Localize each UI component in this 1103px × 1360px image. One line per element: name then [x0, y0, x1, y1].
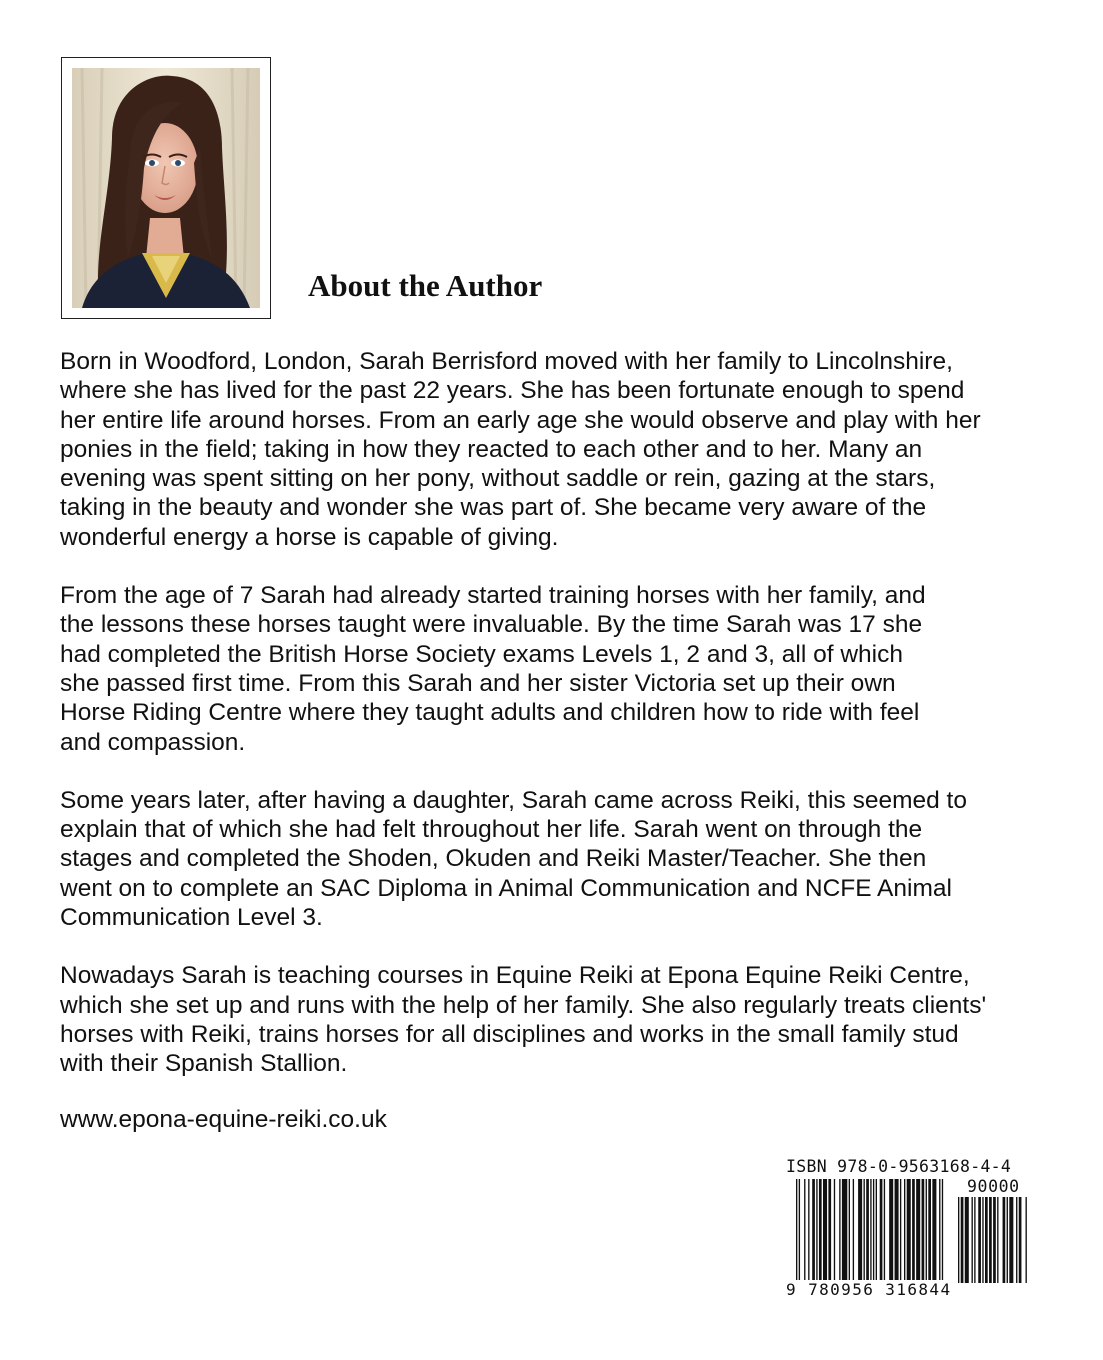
barcode-bar [839, 1179, 840, 1281]
author-photo [72, 68, 260, 308]
barcode-bar [884, 1179, 885, 1281]
barcode-bar [961, 1197, 964, 1283]
barcode-bar [958, 1197, 959, 1283]
barcode-bar [842, 1179, 847, 1281]
barcode-bar [1016, 1197, 1017, 1283]
barcode-bar [870, 1179, 871, 1281]
bio-paragraph: From the age of 7 Sarah had already started training horses with her family, and the lessons these horses taught were invaluable. By the time Sarah was 17 she had completed the British Horse Society exams Levels 1, 2 and 3, all of which she passed first time. From this Sarah and her sister Victoria set up their own Horse Riding Centre where they taught adults and children how to ride with feel and compassion. [60, 582, 926, 756]
barcode-bar [942, 1179, 943, 1281]
barcode-bar [828, 1179, 831, 1281]
barcode-bar [834, 1179, 835, 1281]
barcode-bar [895, 1179, 899, 1281]
website-url: www.epona-equine-reiki.co.uk [60, 1106, 387, 1133]
barcode-bar [907, 1179, 911, 1281]
barcode-bar [904, 1179, 905, 1281]
barcode-bar [864, 1179, 865, 1281]
barcode-bar [1009, 1197, 1013, 1283]
barcode-bar [989, 1197, 992, 1283]
bio-paragraph: Some years later, after having a daughter, Sarah came across Reiki, this seemed to explain that of which she had felt throughout her life. Sarah went on through the stages and completed the Shoden, Okuden and Reiki Master/Teacher. She then went on to complete an SAC Diploma in Animal Communication and NCFE Animal Communication Level 3. [60, 786, 967, 932]
barcode-bar [799, 1179, 800, 1291]
barcode-bar [993, 1197, 996, 1283]
barcode-bar [849, 1179, 850, 1281]
barcode-bar [916, 1179, 920, 1291]
barcode-bar [796, 1179, 797, 1291]
barcode-bar [808, 1179, 809, 1281]
barcode-bar [997, 1197, 998, 1283]
barcode-bar [926, 1179, 927, 1281]
barcode-bar [816, 1179, 817, 1281]
barcode-bar [982, 1197, 983, 1283]
isbn-barcode [782, 1155, 1062, 1303]
barcode-bar [974, 1197, 975, 1283]
barcode-bar [985, 1197, 988, 1283]
barcode-bar [1003, 1197, 1006, 1283]
bio-paragraph: Born in Woodford, London, Sarah Berrisford moved with her family to Lincolnshire, where she has lived for the past 22 years. She has been fortunate enough to spend her entire life around horses. From an early age she would observe and play with her ponies in the field; taking in how they reacted to each other and to her. Many an evening was spent sitting on her pony, without saddle or rein, gazing at the stars, taking in the beauty and wonder she was part of. She became very aware of the wonderful energy a horse is capable of giving. [60, 348, 981, 551]
barcode-bar [932, 1179, 936, 1281]
barcode-bar [866, 1179, 869, 1281]
ean-digits: 9 780956 316844 [786, 1280, 952, 1299]
barcode-bar [880, 1179, 883, 1281]
price-code: 90000 [967, 1177, 1020, 1196]
author-biography [60, 347, 1075, 1108]
barcode-bar [939, 1179, 940, 1281]
barcode-bar [900, 1179, 901, 1281]
barcode-bar [858, 1179, 862, 1281]
barcode-bar [1019, 1197, 1022, 1283]
barcode-addon-bars [958, 1197, 1042, 1293]
about-author-heading: About the Author [308, 268, 543, 303]
barcode-bar [972, 1197, 973, 1283]
barcode-bar [876, 1179, 877, 1281]
barcode-bar [912, 1179, 915, 1281]
author-photo-frame [61, 57, 271, 319]
barcode-bar [812, 1179, 815, 1281]
barcode-bar [928, 1179, 931, 1281]
barcode-bar [853, 1179, 854, 1281]
barcode-bar [1026, 1197, 1027, 1283]
barcode-bar [873, 1179, 874, 1281]
barcode-bar [889, 1179, 893, 1281]
barcode-bar [978, 1197, 981, 1283]
bio-paragraph: Nowadays Sarah is teaching courses in Equine Reiki at Epona Equine Reiki Centre, which she set up and runs with the help of her family. She also regularly treats clients' horses with Reiki, trains horses for all disciplines and works in the small family stud with their Spanish Stallion. [60, 962, 987, 1078]
barcode-bar [1007, 1197, 1008, 1283]
isbn-label: ISBN 978-0-9563168-4-4 [786, 1157, 1012, 1176]
barcode-bar [819, 1179, 822, 1281]
barcode-bars [796, 1179, 954, 1291]
barcode-bar [804, 1179, 805, 1281]
barcode-bar [922, 1179, 925, 1291]
barcode-bar [823, 1179, 827, 1281]
barcode-bar [965, 1197, 969, 1283]
